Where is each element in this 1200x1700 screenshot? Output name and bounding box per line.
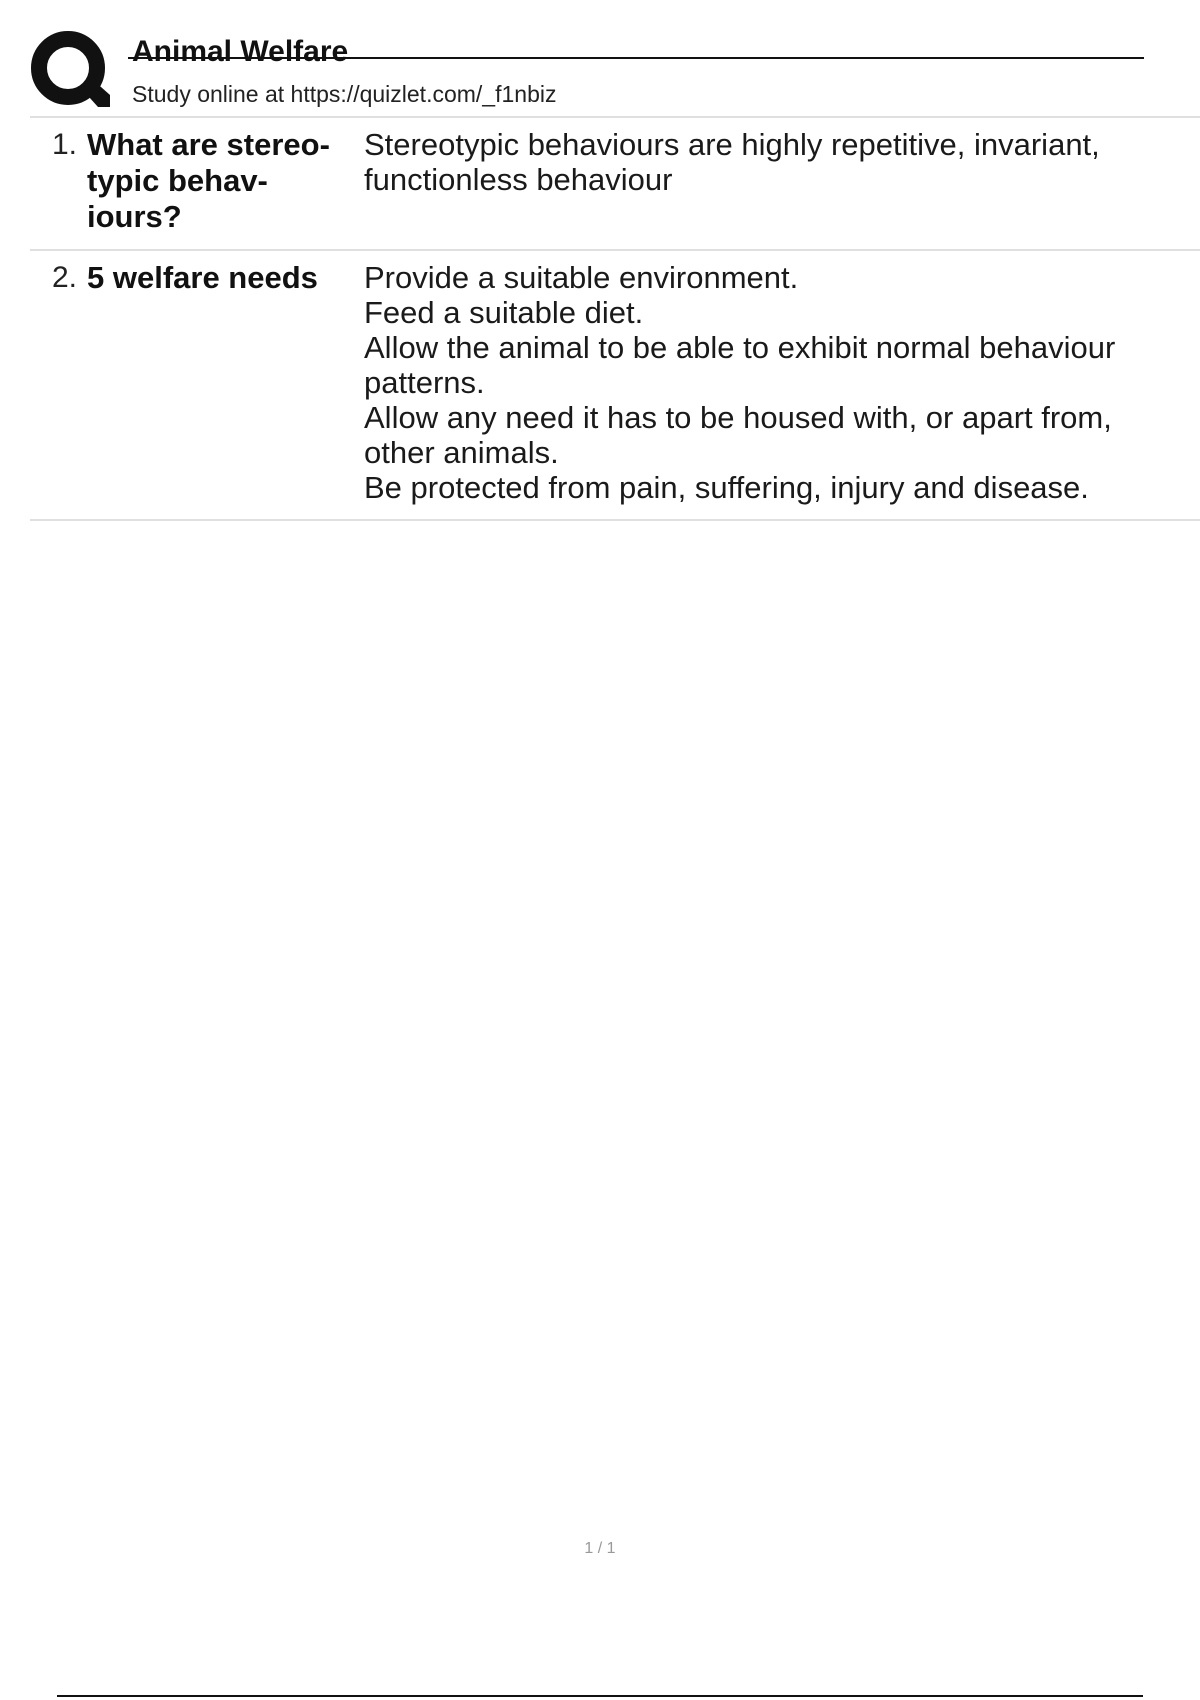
card-term-line: What are stereo-: [87, 127, 330, 162]
flashcard-row: [30, 251, 1200, 521]
bottom-rule: [57, 1695, 1143, 1697]
card-definition-line: patterns.: [364, 365, 485, 400]
card-number: 1.: [51, 128, 77, 161]
card-definition-line: Allow any need it has to be housed with, or apart from,: [364, 400, 1112, 435]
card-term: [87, 127, 364, 235]
card-definition-line: other animals.: [364, 435, 559, 470]
flashcard-row: [30, 118, 1200, 251]
card-definition: [364, 260, 1200, 505]
card-term-line: 5 welfare needs: [87, 260, 318, 295]
page-number: 1 / 1: [584, 1540, 616, 1557]
document-title: Animal Welfare: [132, 35, 349, 68]
card-term-line: typic behav-: [87, 163, 268, 198]
card-definition-line: Allow the animal to be able to exhibit normal behaviour: [364, 330, 1116, 365]
card-definition-line: Be protected from pain, suffering, injury and disease.: [364, 470, 1089, 505]
card-definition: [364, 127, 1200, 235]
card-definition-line: Feed a suitable diet.: [364, 295, 644, 330]
flashcard-list: [30, 118, 1200, 521]
card-definition-line: functionless behaviour: [364, 162, 673, 197]
card-definition-line: Stereotypic behaviours are highly repetitive, invariant,: [364, 127, 1100, 162]
card-term: [87, 260, 364, 505]
quizlet-q-logo-icon: [30, 31, 112, 113]
card-definition-line: Provide a suitable environment.: [364, 260, 799, 295]
study-online-link[interactable]: Study online at https://quizlet.com/_f1nbiz: [132, 81, 557, 107]
card-term-line: iours?: [87, 199, 182, 234]
card-number: 2.: [51, 261, 77, 294]
